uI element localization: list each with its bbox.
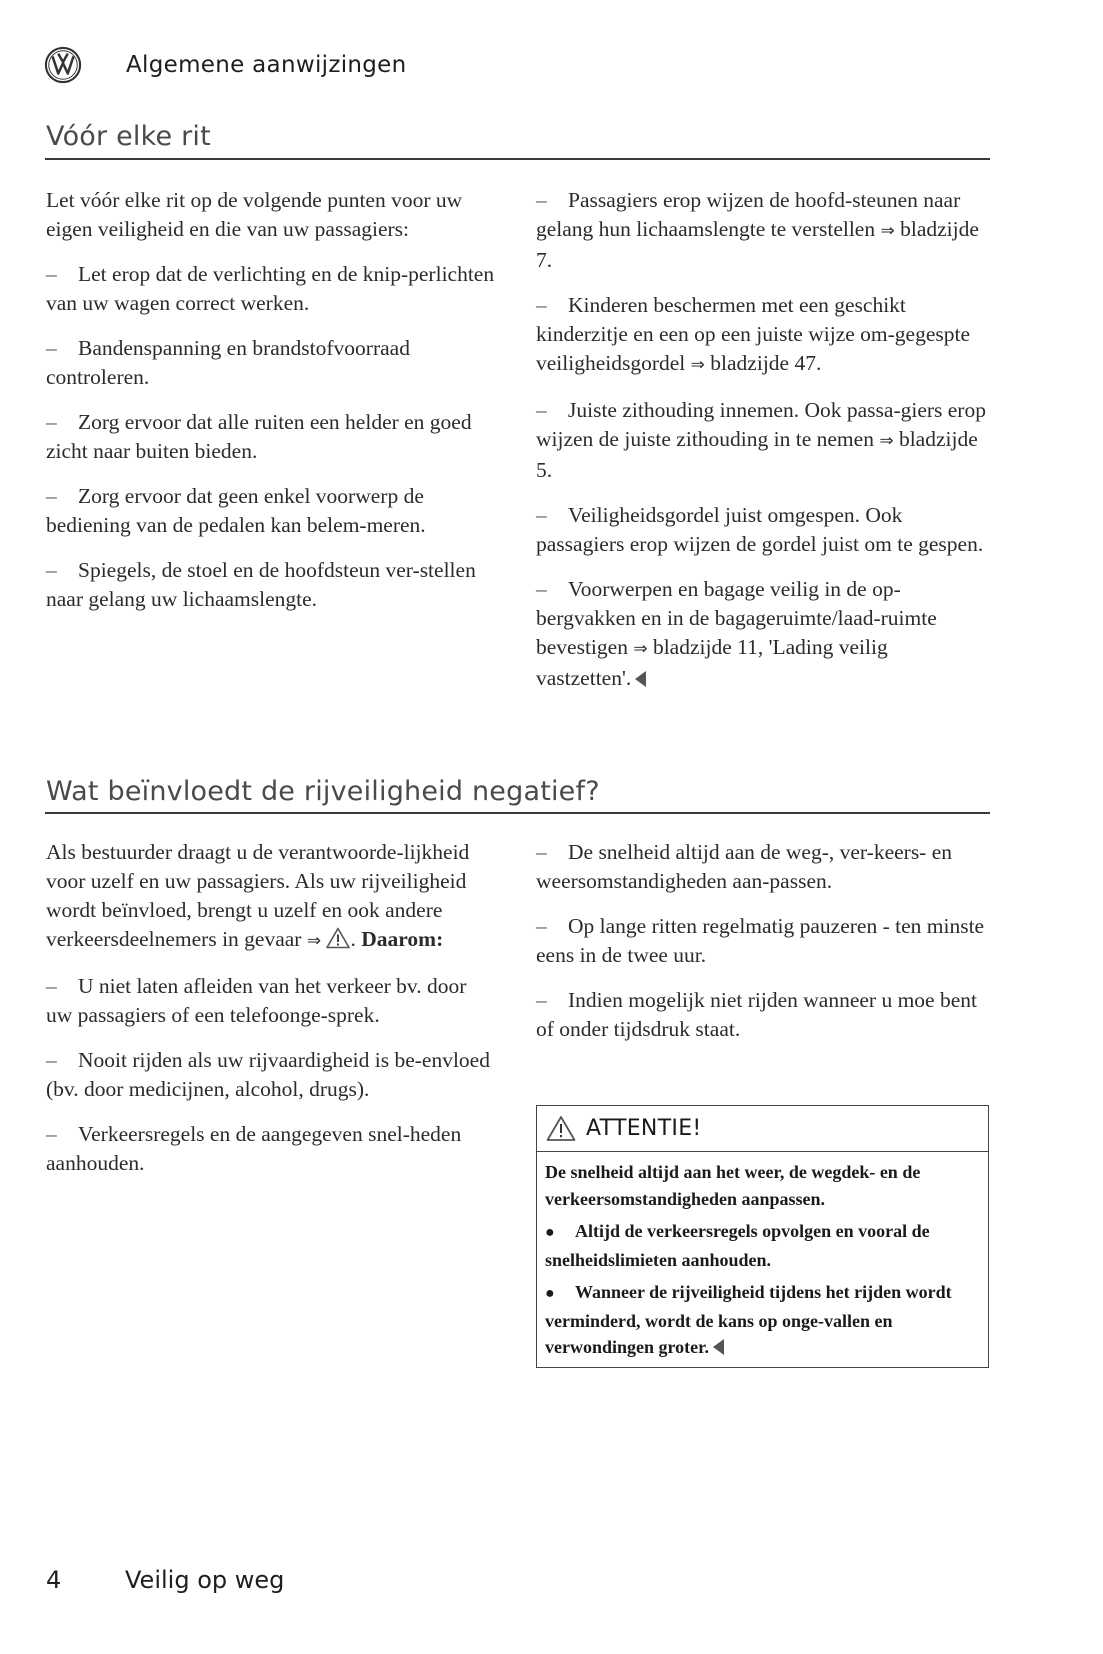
warning-intro: De snelheid altijd aan het weer, de wegdek- en de verkeersomstandigheden aanpassen. — [545, 1162, 921, 1209]
page-footer — [46, 1566, 284, 1594]
page-reference-arrow-icon: ⇒ — [880, 221, 895, 241]
warning-body — [537, 1152, 988, 1367]
dash-marker: – — [536, 840, 547, 864]
dash-marker: – — [536, 293, 547, 317]
warning-title: ATTENTIE! — [586, 1116, 702, 1141]
page-reference-arrow-icon: ⇒ — [690, 355, 705, 375]
section-divider — [45, 158, 990, 160]
list-item: – Passagiers erop wijzen de hoofd-steunen naar gelang hun lichaamslengte te verstellen ⇒ bladzijde 7. — [536, 188, 979, 272]
page-reference-link[interactable]: bladzijde 7. — [536, 217, 979, 272]
section-end-marker-icon — [635, 671, 646, 687]
dash-marker: – — [46, 1122, 57, 1146]
list-item: – Voorwerpen en bagage veilig in de op-bergvakken en in de bagageruimte/laad-ruimte bevestigen ⇒ bladzijde 11, 'Lading veilig vastzetten'. — [536, 577, 937, 690]
list-item: – Indien mogelijk niet rijden wanneer u moe bent of onder tijdsdruk staat. — [536, 988, 977, 1041]
section-2-right-column — [536, 838, 986, 1060]
page-reference-link[interactable]: bladzijde 5. — [536, 427, 978, 482]
dash-marker: – — [46, 974, 57, 998]
section-1-left-column — [46, 186, 496, 630]
dash-marker: – — [46, 1048, 57, 1072]
section-2-left-column — [46, 838, 496, 1194]
list-item: – Let erop dat de verlichting en de knip-perlichten van uw wagen correct werken. — [46, 262, 495, 315]
bullet-icon: ● — [545, 1224, 555, 1241]
chapter-title: Veilig op weg — [125, 1566, 285, 1594]
page-number: 4 — [46, 1566, 62, 1594]
list-item: – U niet laten afleiden van het verkeer bv. door uw passagiers of een telefoonge-sprek. — [46, 974, 467, 1027]
warning-box — [536, 1105, 989, 1368]
warning-bullet-item: ● Wanneer de rijveiligheid tijdens het rijden wordt verminderd, wordt de kans op onge-vallen en verwondingen groter. — [545, 1282, 952, 1357]
dash-marker: – — [46, 410, 57, 434]
page-reference-arrow-icon: ⇒ — [633, 639, 648, 659]
section-divider — [45, 812, 990, 814]
list-item: – Nooit rijden als uw rijvaardigheid is be-envloed (bv. door medicijnen, alcohol, drugs). — [46, 1048, 490, 1101]
list-item: – Spiegels, de stoel en de hoofdsteun ver-stellen naar gelang uw lichaamslengte. — [46, 558, 476, 611]
dash-marker: – — [46, 336, 57, 360]
section-heading-rijveiligheid: Wat beïnvloedt de rijveiligheid negatief? — [46, 776, 600, 807]
section-1-right-column — [536, 186, 986, 709]
dash-marker: – — [536, 988, 547, 1012]
dash-marker: – — [536, 914, 547, 938]
page-reference-link[interactable]: bladzijde 47. — [710, 351, 822, 375]
list-item: – Zorg ervoor dat geen enkel voorwerp de bediening van de pedalen kan belem-meren. — [46, 484, 426, 537]
list-item: – Op lange ritten regelmatig pauzeren - ten minste eens in de twee uur. — [536, 914, 985, 967]
reference-arrow-icon: ⇒ — [306, 931, 322, 951]
dash-marker: – — [536, 398, 547, 422]
dash-marker: – — [536, 503, 547, 527]
page-reference-link[interactable]: bladzijde 11, 'Lading veilig vastzetten'. — [536, 635, 888, 690]
dash-marker: – — [46, 262, 57, 286]
warning-header — [537, 1106, 988, 1152]
intro-paragraph: Als bestuurder draagt u de verantwoorde-lijkheid voor uzelf en uw passagiers. Als uw rijveiligheid wordt beïnvloed, brengt u uzelf en ook andere verkeersdeelnemers in gevaar ⇒ . Daarom: — [46, 840, 470, 951]
dash-marker: – — [536, 577, 547, 601]
list-item: – Juiste zithouding innemen. Ook passa-giers erop wijzen de juiste zithouding in te nemen ⇒ bladzijde 5. — [536, 398, 986, 482]
section-heading-voor-elke-rit: Vóór elke rit — [46, 121, 211, 152]
list-item: – Zorg ervoor dat alle ruiten een helder en goed zicht naar buiten bieden. — [46, 410, 472, 463]
list-item: – De snelheid altijd aan de weg-, ver-keers- en weersomstandigheden aan-passen. — [536, 840, 953, 893]
warning-bullet-item: ● Altijd de verkeersregels opvolgen en vooral de snelheidslimieten aanhouden. — [545, 1221, 930, 1270]
vw-logo-icon — [44, 46, 82, 84]
list-item: – Verkeersregels en de aangegeven snel-heden aanhouden. — [46, 1122, 462, 1175]
warning-triangle-icon — [546, 1115, 576, 1142]
bullet-icon: ● — [545, 1285, 555, 1302]
running-header — [44, 45, 407, 85]
page-reference-arrow-icon: ⇒ — [879, 431, 894, 451]
list-item: – Kinderen beschermen met een geschikt kinderzitje en een op een juiste wijze om-gegespte veiligheidsgordel ⇒ bladzijde 47. — [536, 293, 971, 375]
running-header-title: Algemene aanwijzingen — [126, 52, 407, 78]
dash-marker: – — [536, 188, 547, 212]
list-item: – Veiligheidsgordel juist omgespen. Ook passagiers erop wijzen de gordel juist om te gespen. — [536, 503, 984, 556]
dash-marker: – — [46, 558, 57, 582]
list-item: – Bandenspanning en brandstofvoorraad controleren. — [46, 336, 410, 389]
emphasis-label: Daarom: — [361, 927, 444, 951]
dash-marker: – — [46, 484, 57, 508]
intro-paragraph: Let vóór elke rit op de volgende punten voor uw eigen veiligheid en die van uw passagiers: — [46, 188, 463, 241]
section-end-marker-icon — [713, 1339, 724, 1355]
warning-triangle-icon[interactable] — [326, 927, 350, 949]
